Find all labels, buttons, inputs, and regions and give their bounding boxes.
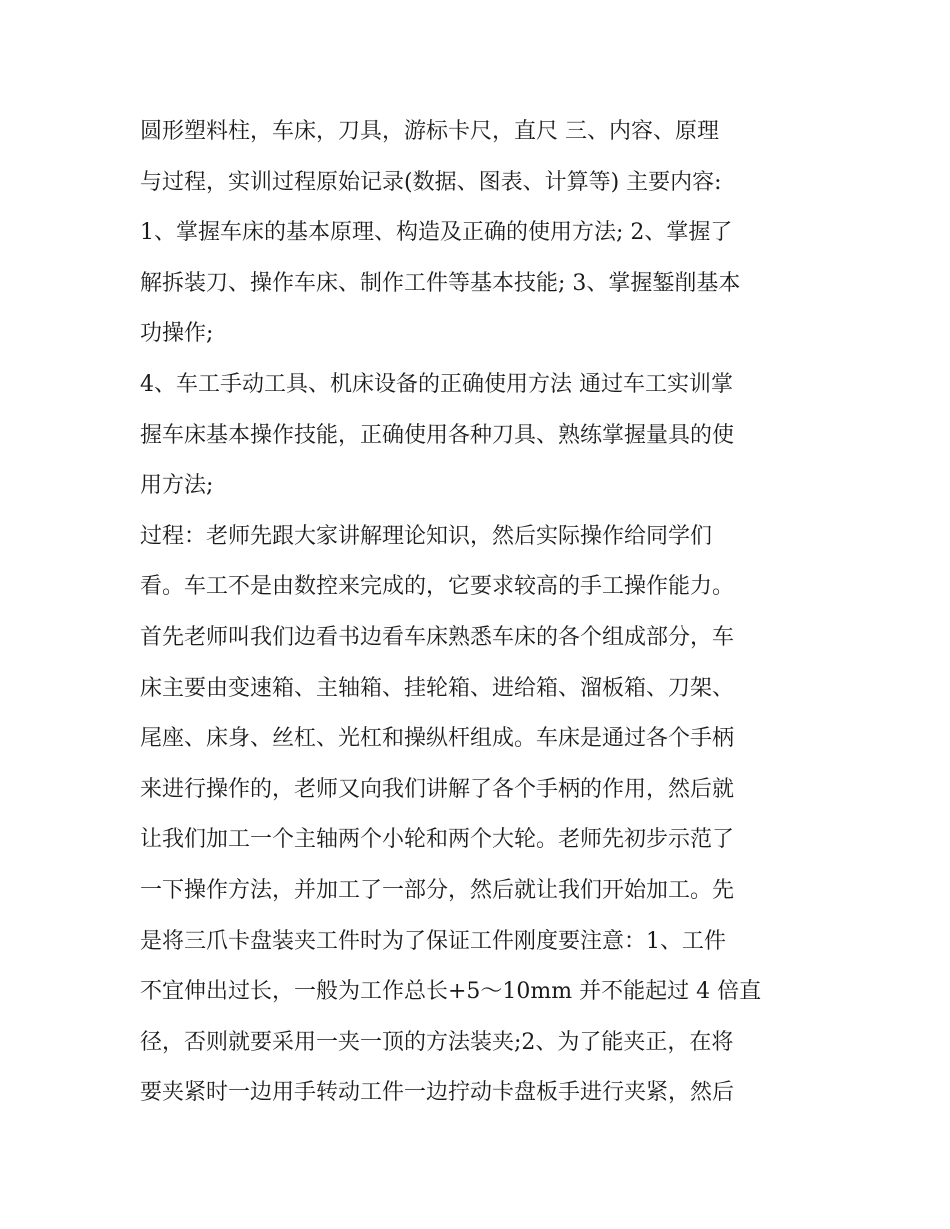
text-line: 4、车工手动工具、机床设备的正确使用方法 通过车工实训掌 [140,371,733,397]
text-line: 来进行操作的，老师又向我们讲解了各个手柄的作用，然后就 [140,776,735,802]
text-line: 首先老师叫我们边看书边看车床熟悉车床的各个组成部分，车 [140,624,735,650]
text-line: 与过程，实训过程原始记录(数据、图表、计算等) 主要内容: [140,169,722,195]
text-line: 是将三爪卡盘装夹工件时为了保证工件刚度要注意：1、工件 [140,928,726,954]
text-line: 径，否则就要采用一夹一顶的方法装夹;2、为了能夹正，在将 [140,1029,734,1055]
text-line: 床主要由变速箱、主轴箱、挂轮箱、进给箱、溜板箱、刀架、 [140,675,735,701]
text-line: 解拆装刀、操作车床、制作工件等基本技能; 3、掌握錾削基本 [140,270,741,296]
text-line: 不宜伸出过长，一般为工作总长+5～10mm 并不能起过 4 倍直 [140,979,762,1005]
text-line: 功操作; [140,321,214,347]
text-line: 要夹紧时一边用手转动工件一边拧动卡盘板手进行夹紧，然后 [140,1080,735,1106]
text-line: 圆形塑料柱，车床，刀具，游标卡尺，直尺 三、内容、原理 [140,119,719,144]
text-line: 一下操作方法，并加工了一部分，然后就让我们开始加工。先 [140,877,735,903]
text-line: 握车床基本操作技能，正确使用各种刀具、熟练掌握量具的使 [140,422,735,448]
text-line: 尾座、床身、丝杠、光杠和操纵杆组成。车床是通过各个手柄 [140,726,735,752]
text-line: 过程：老师先跟大家讲解理论知识，然后实际操作给同学们 [140,523,713,549]
text-line: 让我们加工一个主轴两个小轮和两个大轮。老师先初步示范了 [140,827,735,853]
text-line: 1、掌握车床的基本原理、构造及正确的使用方法; 2、掌握了 [140,220,733,246]
body-text [140,107,820,1119]
text-line: 看。车工不是由数控来完成的，它要求较高的手工操作能力。 [140,574,735,600]
text-line: 用方法; [140,473,214,499]
